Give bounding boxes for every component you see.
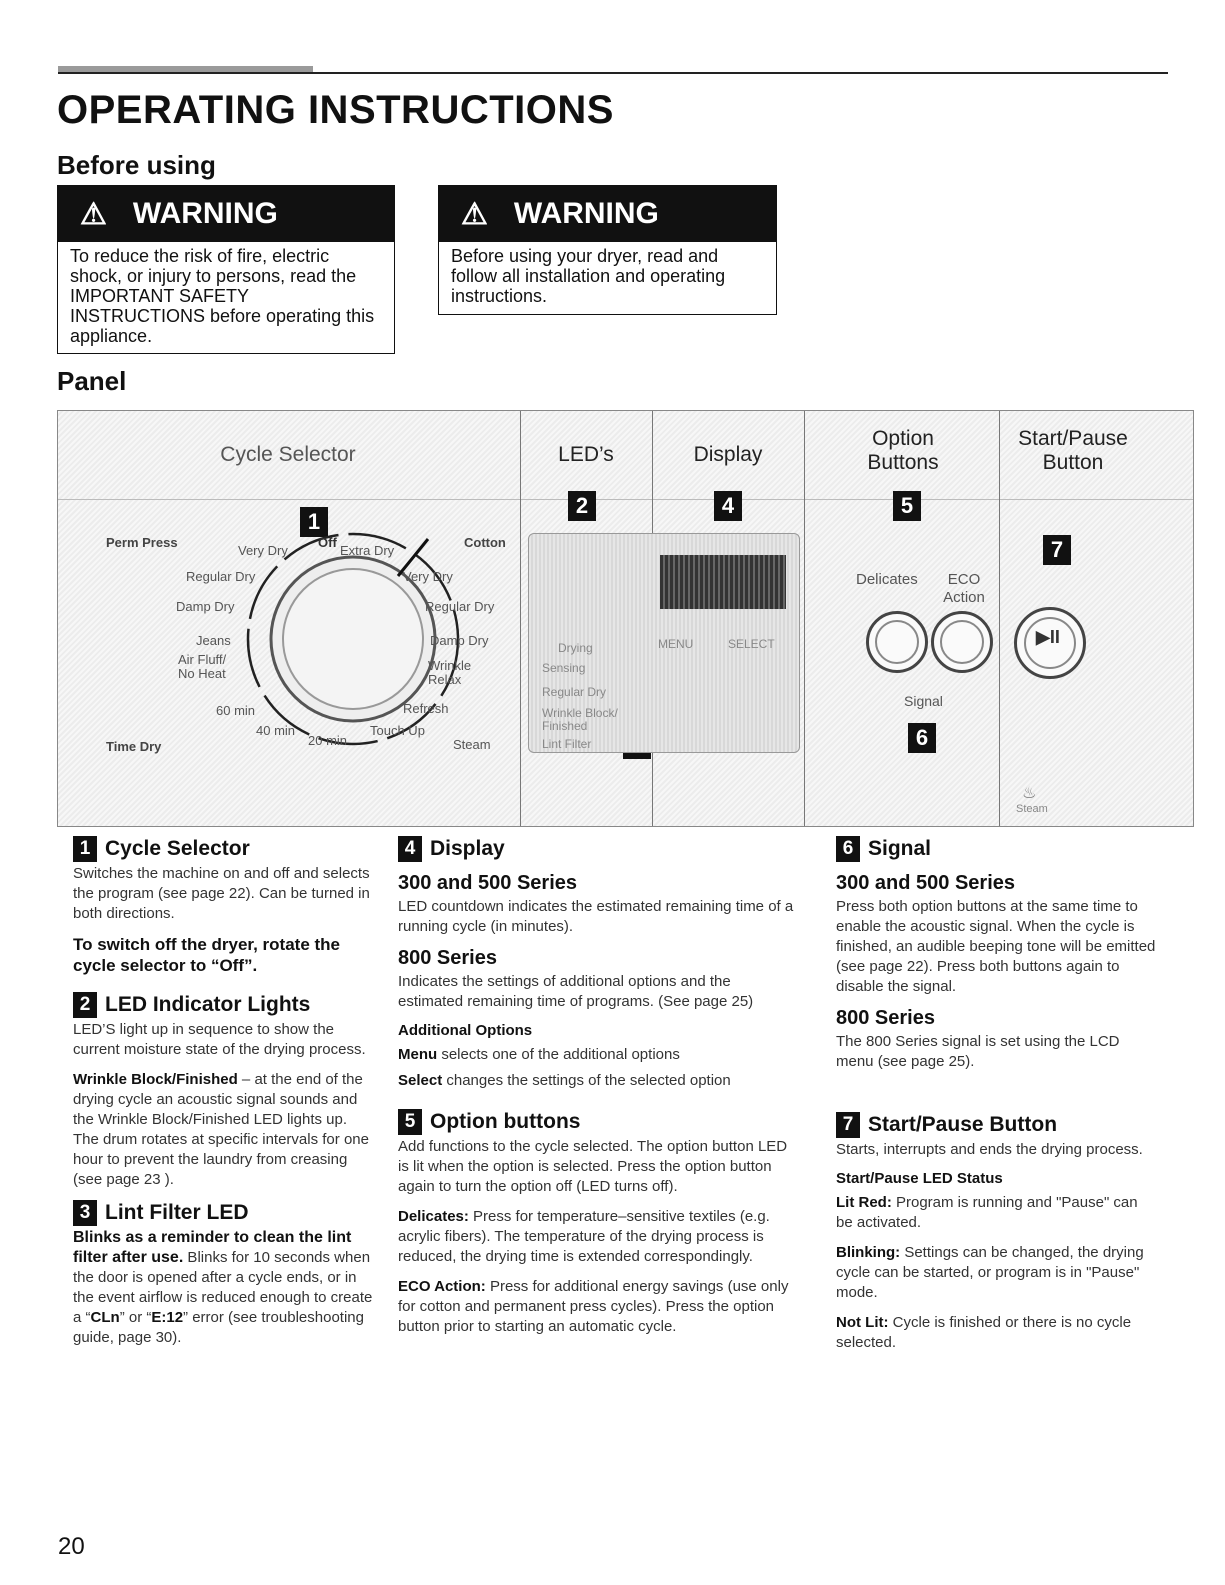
inline-label: Blinking: [836, 1244, 901, 1261]
paragraph [836, 1193, 1156, 1233]
text-column-2 [398, 830, 798, 1337]
dial-label: Air Fluff/ No Heat [178, 652, 227, 681]
subheading: 800 Series [836, 1007, 935, 1029]
signal-label: Signal [904, 693, 943, 709]
lcd-digits [660, 555, 786, 609]
callout-7: 7 [1043, 535, 1071, 565]
paragraph: Switches the machine on and off and selects the program (see page 22). Can be turned in both directions. [73, 865, 370, 922]
section-heading-option-buttons [398, 1109, 798, 1135]
warning-label: WARNING [513, 197, 659, 230]
option-label-eco: ECO Action [943, 571, 985, 606]
warning-triangle-icon: ⚠ [80, 197, 107, 231]
warning-text: Before using your dryer, read and follow all installation and operating instructions. [451, 246, 726, 306]
callout-4: 4 [714, 491, 742, 521]
panel-label-cycle-selector: Cycle Selector [220, 443, 356, 466]
section-heading-cycle-selector [73, 836, 373, 862]
panel-divider [999, 411, 1000, 826]
option-label-delicates: Delicates [856, 571, 918, 588]
panel-label-option-buttons: Option Buttons [867, 427, 939, 474]
paragraph: The 800 Series signal is set using the LCD menu (see page 25). [836, 1033, 1120, 1070]
subheading: 800 Series [398, 947, 497, 969]
dial-label: Refresh [403, 701, 449, 716]
dial-label: Extra Dry [340, 543, 395, 558]
section-title: LED Indicator Lights [105, 993, 311, 1016]
section-number: 6 [836, 836, 860, 862]
section-title: Signal [868, 837, 932, 860]
dial-label: Very Dry [403, 569, 453, 584]
dial-label: 20 min [308, 733, 348, 748]
section-title: Display [430, 837, 505, 860]
section-number: 1 [73, 836, 97, 862]
section-number: 5 [398, 1109, 422, 1135]
header-rule [58, 72, 1168, 74]
play-pause-icon: ▶II [1036, 627, 1060, 647]
text-column-3 [836, 830, 1156, 1353]
callout-5: 5 [893, 491, 921, 521]
dial-label: Damp Dry [430, 633, 489, 648]
led-regular-dry: Regular Dry [542, 685, 607, 699]
text-column-1 [73, 830, 373, 1348]
dial-label: Touch Up [370, 723, 425, 738]
paragraph: Add functions to the cycle selected. The option button LED is lit when the option is selected. Press the option button again to turn the option off (LED turns off). [398, 1138, 788, 1195]
inline-text: Blinks for 10 seconds when the door is opened after a cycle ends, or in the event airflow is reduced enough to create a “ [73, 1249, 373, 1326]
warning-text: To reduce the risk of fire, electric shock, or injury to persons, read the IMPORTANT SAFETY INSTRUCTIONS before operating this appliance. [70, 246, 375, 346]
inline-label: Not Lit: [836, 1314, 889, 1331]
inline-label: Delicates: [398, 1208, 469, 1225]
section-heading-signal [836, 836, 1156, 862]
display-select-button[interactable]: SELECT [728, 637, 775, 651]
led-wrinkle-block-finished: Wrinkle Block/ Finished [542, 706, 618, 733]
minor-heading: Start/Pause LED Status [836, 1170, 1003, 1187]
section-number: 2 [73, 992, 97, 1018]
dial-label: Very Dry [238, 543, 288, 558]
paragraph [398, 1071, 798, 1091]
dial-label-time-dry: Time Dry [106, 739, 162, 754]
paragraph [398, 1045, 798, 1065]
section-heading-lint-filter [73, 1200, 373, 1226]
section-number: 3 [73, 1200, 97, 1226]
inline-code: E:12 [151, 1309, 184, 1326]
dial-label: 60 min [216, 703, 256, 718]
warning-label: WARNING [132, 197, 278, 230]
dial-label: Regular Dry [425, 599, 495, 614]
subheading: 300 and 500 Series [398, 872, 578, 894]
display-menu-button[interactable]: MENU [658, 637, 694, 651]
section-heading-start-pause [836, 1112, 1156, 1138]
minor-heading: Additional Options [398, 1022, 533, 1039]
panel-label-start-pause: Start/Pause Button [1018, 427, 1128, 474]
inline-text: changes the settings of the selected option [442, 1072, 731, 1089]
paragraph: Press both option buttons at the same time to enable the acoustic signal. When the cycle is finished, an audible beeping tone will be emitted (see page 22). Press both buttons again to disable the signal. [836, 898, 1156, 995]
paragraph [398, 1277, 798, 1337]
dial-label: Steam [453, 737, 491, 752]
section-heading-display [398, 836, 798, 862]
section-number: 7 [836, 1112, 860, 1138]
eco-action-button[interactable] [931, 611, 993, 673]
inline-label: Blinks as a reminder to clean the lint filter after use. [73, 1229, 352, 1266]
paragraph [398, 1207, 798, 1267]
bold-note: To switch off the dryer, rotate the cycle selector to “Off”. [73, 935, 340, 975]
section-title: Lint Filter LED [105, 1201, 249, 1224]
warning-header [439, 186, 776, 242]
paragraph [73, 1070, 373, 1190]
control-panel-illustration [57, 410, 1194, 827]
section-heading-led-indicator [73, 992, 373, 1018]
dial-label: Jeans [196, 633, 231, 648]
panel-divider [520, 411, 521, 826]
paragraph: Starts, interrupts and ends the drying process. [836, 1141, 1143, 1158]
paragraph: Indicates the settings of additional options and the estimated remaining time of programs. (See page 25) [398, 973, 754, 1010]
callout-6: 6 [908, 723, 936, 753]
section-title: Start/Pause Button [868, 1113, 1058, 1136]
led-drying: Drying [558, 641, 593, 655]
steam-label: Steam [1016, 803, 1048, 815]
panel-label-leds: LED’s [558, 443, 614, 466]
dial-label: 40 min [256, 723, 296, 738]
dial-label-perm-press: Perm Press [106, 535, 178, 550]
inline-text: Press for additional energy savings (use only for cotton and permanent press cycles). Press the option button prior to starting an automatic cycle. [398, 1278, 789, 1335]
section-title: Option buttons [430, 1110, 581, 1133]
inline-text: ” or “ [119, 1309, 152, 1326]
inline-text: selects one of the additional options [437, 1046, 680, 1063]
inline-label: ECO Action: [398, 1278, 486, 1295]
subheading: 300 and 500 Series [836, 872, 1016, 894]
delicates-button[interactable] [866, 611, 928, 673]
inline-text: ” error (see troubleshooting guide, page 30). [73, 1309, 364, 1346]
dial-label-off: Off [318, 535, 337, 550]
warning-box-1 [57, 185, 395, 354]
inline-label: Menu [398, 1046, 438, 1063]
paragraph [836, 1313, 1156, 1353]
warning-box-2 [438, 185, 777, 315]
warning-triangle-icon: ⚠ [461, 197, 488, 231]
paragraph: LED countdown indicates the estimated remaining time of a running cycle (in minutes). [398, 898, 794, 935]
inline-code: CLn [90, 1309, 120, 1326]
inline-label: Wrinkle Block/Finished [73, 1071, 238, 1088]
callout-2: 2 [568, 491, 596, 521]
paragraph [73, 1228, 373, 1348]
dial-label: Damp Dry [176, 599, 235, 614]
section-title: Cycle Selector [105, 837, 250, 860]
dial-label: Regular Dry [186, 569, 256, 584]
section-title-before-using: Before using [57, 150, 216, 180]
inline-text: Settings can be changed, the drying cycle can be started, or program is in "Pause" mode. [836, 1244, 1144, 1301]
section-number: 4 [398, 836, 422, 862]
led-lint-filter: Lint Filter [542, 737, 592, 751]
panel-divider [804, 411, 805, 826]
dial-label-cotton: Cotton [464, 535, 506, 550]
inline-label: Select [398, 1072, 443, 1089]
inline-text: Cycle is finished or there is no cycle selected. [836, 1314, 1132, 1351]
callout-1: 1 [300, 507, 328, 537]
panel-label-display: Display [693, 443, 763, 466]
led-sensing: Sensing [542, 661, 586, 675]
paragraph: LED’S light up in sequence to show the current moisture state of the drying process. [73, 1021, 366, 1058]
page-title: OPERATING INSTRUCTIONS [57, 88, 614, 132]
inline-label: Lit Red: [836, 1194, 892, 1211]
inline-text: – at the end of the drying cycle an acoustic signal sounds and the Wrinkle Block/Finished LED lights up. The drum rotates at specific intervals for one hour to prevent the laundry from creasing (see page 23 ). [73, 1071, 369, 1188]
steam-icon: ♨ [1022, 785, 1037, 802]
inline-text: Press for temperature–sensitive textiles (e.g. acrylic fibers). The temperature of the drying process is reduced, the drying time is extended correspondingly. [398, 1208, 770, 1265]
paragraph [836, 1243, 1156, 1303]
dial-label: Wrinkle Relax [428, 658, 472, 687]
warning-header [58, 186, 394, 242]
inline-text: Program is running and "Pause" can be activated. [836, 1194, 1138, 1231]
page-number: 20 [58, 1533, 85, 1560]
section-title-panel: Panel [57, 366, 127, 396]
